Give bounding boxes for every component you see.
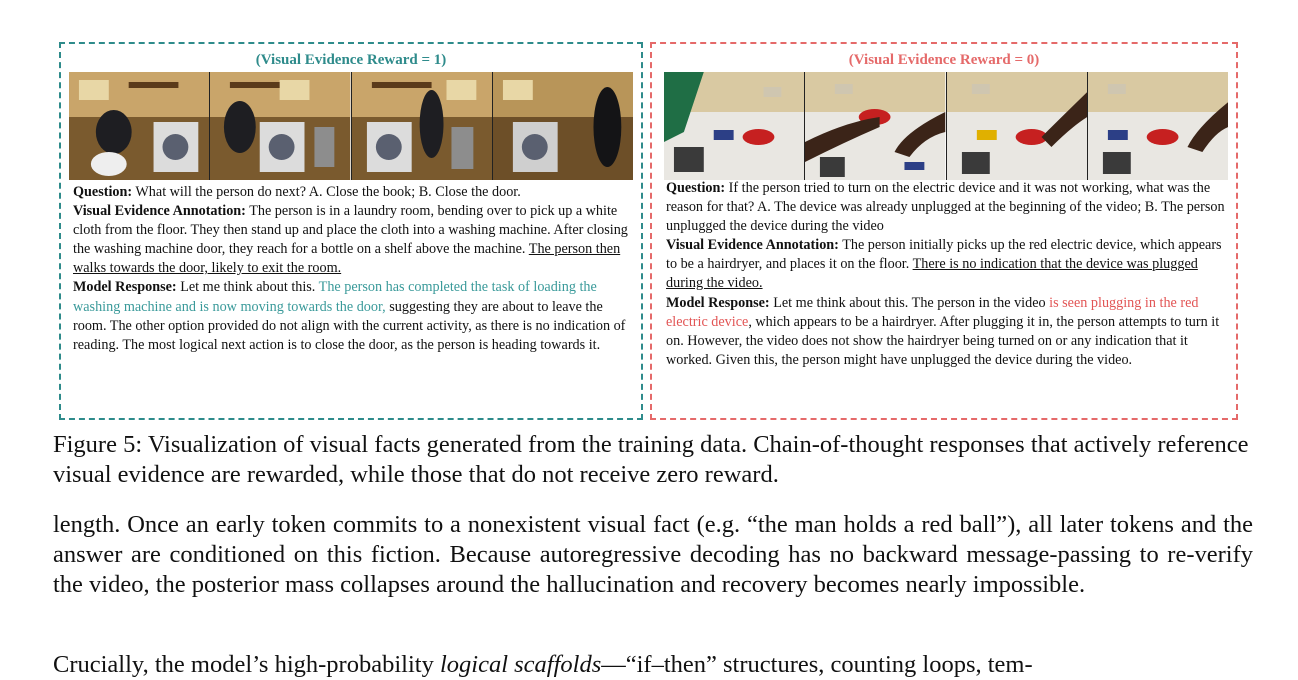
video-frame-1 xyxy=(69,72,210,180)
video-frame-2 xyxy=(210,72,351,180)
question-text: If the person tried to turn on the electric device and it was not working, what was the reason for that? A. The device was already unplugged at the beginning of the video; B. The person unplugged the device during the video xyxy=(666,180,1225,235)
figure-caption: Figure 5: Visualization of visual facts generated from the training data. Chain-of-thought responses that actively reference visual evidence are rewarded, while those that do not receive zero reward. xyxy=(53,431,1249,488)
response-highlight: The person has completed the task of loading the washing machine and is now moving towards the door, xyxy=(73,279,597,315)
italic-term: logical scaffolds xyxy=(439,651,602,678)
body-paragraph: length. Once an early token commits to a nonexistent visual fact (e.g. “the man holds a red ball”), all later tokens and the answer are conditioned on this fiction. Because autoregressive decoding has no backward message-passing to re-verify the video, the posterior mass collapses around the hallucination and recovery becomes nearly impossible. xyxy=(53,511,1253,598)
left-panel-text xyxy=(73,183,633,355)
annotation-label: Visual Evidence Annotation: xyxy=(666,237,839,254)
paragraph-text: Crucially, the model’s high-probability xyxy=(53,651,440,678)
response-highlight: is seen plugging in the red electric device xyxy=(666,294,1199,330)
panel-title: (Visual Evidence Reward = 0) xyxy=(848,52,1040,68)
response-start: Let me think about this. The person in the video xyxy=(769,294,1050,311)
annotation-text: The person initially picks up the red electric device, which appears to be a hairdryer, and places it on the floor. xyxy=(666,237,1222,273)
right-panel-text xyxy=(666,179,1230,370)
annotation-label: Visual Evidence Annotation: xyxy=(73,203,246,220)
video-frame-1 xyxy=(664,72,805,180)
panel-title: (Visual Evidence Reward = 1) xyxy=(255,52,447,68)
video-frame-4 xyxy=(1088,72,1228,180)
response-end: , which appears to be a hairdryer. After plugging it in, the person attempts to turn it on. However, the video does not show the hairdryer being turned on or any indication that it worked. Given this, the person might have unplugged the device during the video. xyxy=(666,313,1220,368)
response-label: Model Response: xyxy=(666,294,770,311)
response-end: suggesting they are about to leave the room. The other option provided do not align with the current activity, as there is no indication of reading. The most logical next action is to close the door, as the person is heading towards it. xyxy=(73,298,626,353)
annotation-text: The person is in a laundry room, bending over to pick up a white cloth from the floor. They then stand up and place the cloth into a washing machine. After closing the washing machine door, they reach for a bottle on a shelf above the machine. xyxy=(73,203,628,258)
video-frame-3 xyxy=(947,72,1088,180)
question-label: Question: xyxy=(73,184,133,200)
body-paragraph-next xyxy=(53,650,1253,680)
response-label: Model Response: xyxy=(73,279,177,296)
paragraph-text-end: —“if–then” structures, counting loops, tem- xyxy=(601,651,1033,678)
laundry-video-frames xyxy=(69,72,633,180)
annotation-underlined-text: The person then walks towards the door, likely to exit the room. xyxy=(73,241,621,277)
video-frame-4 xyxy=(493,72,633,180)
video-frame-2 xyxy=(805,72,946,180)
hairdryer-video-frames xyxy=(664,72,1228,180)
question-text: What will the person do next? A. Close the book; B. Close the door. xyxy=(132,184,521,200)
response-start: Let me think about this. xyxy=(176,279,319,296)
question-label: Question: xyxy=(666,180,726,196)
annotation-underlined-text: There is no indication that the device was plugged during the video. xyxy=(666,256,1198,292)
negative-example-panel xyxy=(650,42,1238,420)
video-frame-3 xyxy=(352,72,493,180)
positive-example-panel xyxy=(59,42,643,420)
